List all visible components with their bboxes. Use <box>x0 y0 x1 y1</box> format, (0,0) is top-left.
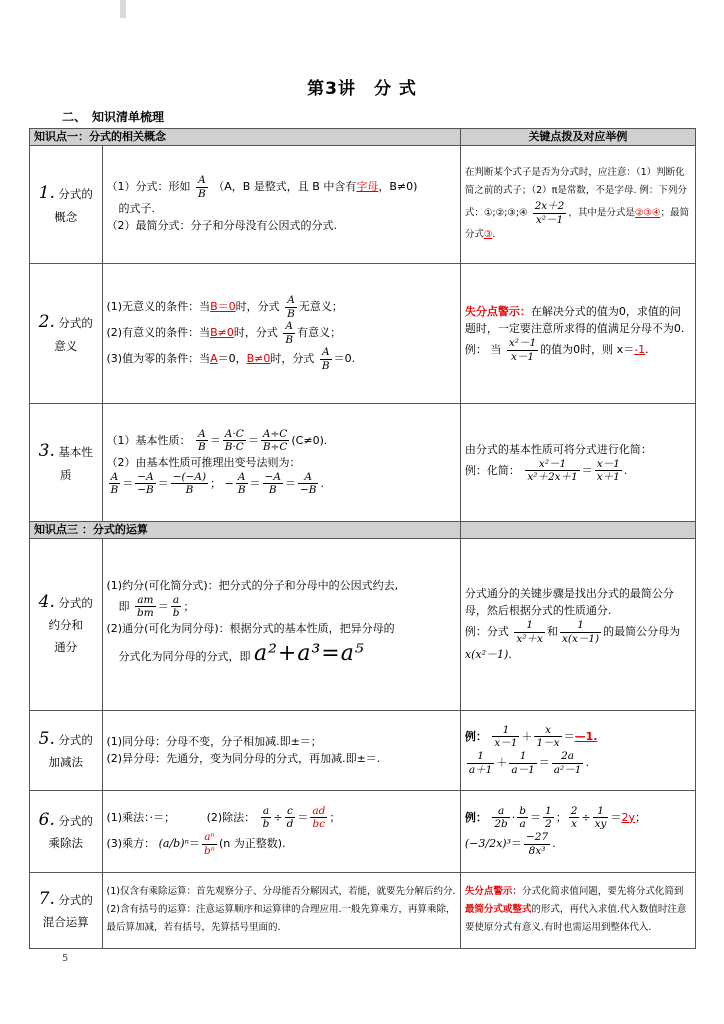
row-label: 6. 分式的 乘除法 <box>30 790 103 872</box>
row-content: (1)约分(可化简分式)：把分式的分子和分母中的公因式约去, 即 $\frac{am}{bm}$ ＝ $\frac{a}{b}$ ； (2)通分(可化为同分母)：根据分式的基本性质，把异分母的 分式化为同分母的分式，即 a²+a³=a⁵ <box>102 538 460 710</box>
row-tip: 例： $\frac{1}{x-1}$ ＋ $\frac{x}{1-x}$ ＝—1. $\frac{1}{a+1}$ ＋ $\frac{1}{a-1}$ ＝ $\frac{2a}{\text{a²－1}}$ . <box>460 710 695 790</box>
table-row <box>30 538 696 710</box>
row-content: (1)同分母：分母不变，分子相加减.即±＝； (2)异分母：先通分，变为同分母的分式，再加减.即±＝. <box>102 710 460 790</box>
row-tip: 分式通分的关键步骤是找出分式的最简公分母，然后根据分式的性质通分. 例：分式 $\frac{1}{\text{x²＋x}}$ 和 $\frac{1}{x(x-1)}$ 的最简公分母为x(x²－1). <box>460 538 695 710</box>
table-row <box>30 790 696 872</box>
fraction: $\frac{A}{B}$ <box>198 174 206 200</box>
row-content: (1)无意义的条件：当B＝0时，分式 $\frac{A}{B}$ 无意义； (2)有意义的条件：当B≠0时，分式 $\frac{A}{B}$ 有意义； (3)值为零的条件：当A＝0，B≠0时，分式 $\frac{A}{B}$ ＝0. <box>102 263 460 403</box>
header-right: 关键点拨及对应举例 <box>460 129 695 146</box>
row-tip: 失分点警示：在解决分式的值为0，求值的问题时，一定要注意所求得的值满足分母不为0. 例： 当 $\frac{\text{x²－1}}{x-1}$ 的值为0时，则 x＝-1. <box>460 263 695 403</box>
header-left: 知识点一：分式的相关概念 <box>30 129 461 146</box>
row-content: （1）分式：形如 $\frac{A}{B}$ （A，B 是整式，且 B 中含有字母，B≠0) 的式子. （2）最简分式：分子和分母没有公因式的分式. <box>102 145 460 263</box>
table-header-row <box>30 129 696 146</box>
row-label: 7. 分式的 混合运算 <box>30 872 103 948</box>
page-number: 5 <box>62 953 69 964</box>
row-content: (1)仅含有乘除运算：首先观察分子、分母能否分解因式，若能，就要先分解后约分. (2)含有括号的运算：注意运算顺序和运算律的合理应用.一般先算乘方，再算乘除，最后算加减，若有括号，先算括号里面的. <box>102 872 460 948</box>
row-content: (1)乘法：·＝； (2)除法： $\frac{a}{b}$ ÷ $\frac{c}{d}$ ＝ $\frac{ad}{bc}$ ； (3)乘方： (a/b)ⁿ＝ $\frac{\text{aⁿ}}{\text{bⁿ}}$ (n 为正整数). <box>102 790 460 872</box>
top-edge-mark <box>120 0 126 18</box>
table-row <box>30 145 696 263</box>
section-heading: 二、 知识清单梳理 <box>62 110 165 124</box>
header-left: 知识点三 ：分式的运算 <box>30 521 461 538</box>
table-row <box>30 403 696 521</box>
table-row <box>30 872 696 948</box>
row-label: 4. 分式的 约分和 通分 <box>30 538 103 710</box>
row-label: 3. 基本性 质 <box>30 403 103 521</box>
page-title: 第3讲 分 式 <box>307 79 417 99</box>
row-tip: 失分点警示：分式化简求值问题，要先将分式化简到最简分式或整式的形式，再代入求值.代入数值时注意要使原分式有意义.有时也需运用到整体代入. <box>460 872 695 948</box>
table-header-row <box>30 521 696 538</box>
row-label: 5. 分式的 加减法 <box>30 710 103 790</box>
row-tip: 由分式的基本性质可将分式进行化简： 例：化简： $\frac{\text{x²－1}}{\text{x²＋2x＋1}}$ ＝ $\frac{x-1}{x+1}$ . <box>460 403 695 521</box>
row-label: 2. 分式的 意义 <box>30 263 103 403</box>
row-tip: 在判断某个式子是否为分式时，应注意：（1）判断化简之前的式子；（2）π是常数，不是字母. 例：下列分式：①;②;③;④ $\frac{2x+2}{\text{x²－1}}$ ，其中是分式是②③④；最简分式③. <box>460 145 695 263</box>
row-tip: 例： $\frac{a}{2b}$ · $\frac{b}{a}$ ＝ $\frac{1}{2}$ ； $\frac{2}{x}$ ÷ $\frac{1}{xy}$ ＝2y； (−3/2x)³＝ $\frac{-27}{\text{8x³}}$ . <box>460 790 695 872</box>
table-row <box>30 710 696 790</box>
row-content: （1）基本性质： $\frac{A}{B}$ ＝ $\frac{A\cdot C}{B\cdot C}$ ＝ $\frac{A\div C}{B\div C}$ (C≠0). （2）由基本性质可推理出变号法则为： $\frac{A}{B}$ ＝ $\frac{-A}{-B}$ ＝ $\frac{-(-A)}{B}$ ； − $\frac{A}{B}$ ＝ $\frac{-A}{B}$ ＝ $\frac{A}{-B}$ . <box>102 403 460 521</box>
table-row <box>30 263 696 403</box>
knowledge-table <box>29 128 696 949</box>
row-label: 1. 分式的 概念 <box>30 145 103 263</box>
